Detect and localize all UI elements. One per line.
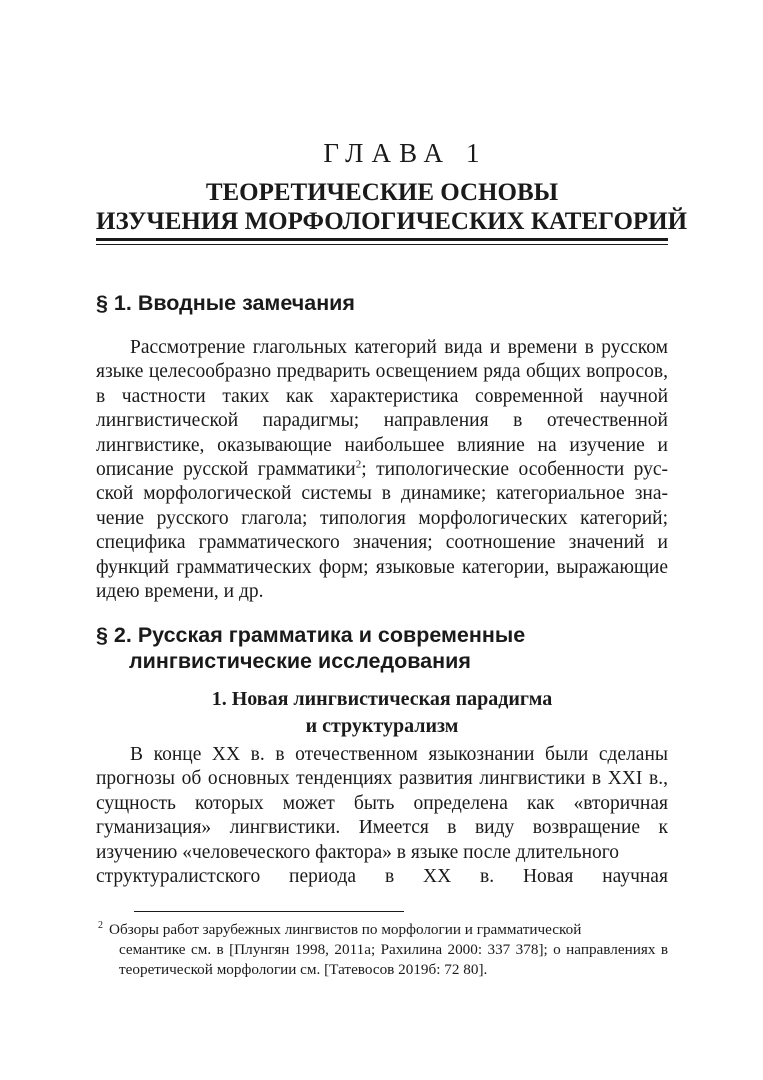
section-2-heading <box>96 622 668 674</box>
footnote-continuation: семантике см. в [Плунгян 1998, 2011a; Рахилина 2000: 337 378]; о направлениях в теоретической морфологии см. [Татевосов 2019б: 72 80]. <box>119 941 668 978</box>
chapter-title <box>96 178 688 236</box>
section-2-heading-line-1: § 2. Русская грамматика и современные <box>96 623 526 647</box>
subsection-title-line-1: 1. Новая лингвистическая парадигма <box>211 688 553 710</box>
chapter-rule-thin <box>96 244 668 245</box>
chapter-title-line-1: ТЕОРЕТИЧЕСКИЕ ОСНОВЫ <box>205 179 559 206</box>
section-1-text-b: ; типологические особенности русской морфологической системы в динамике; категориальное значение русского глагола; типология морфологических категорий; специфика грамматического значения; соотношение значений и функций грамматических форм; языковые категории, выражающие идею времени, и др. <box>96 459 668 603</box>
footnote <box>96 920 668 980</box>
footnote-line-1: Обзоры работ зарубежных лингвистов по морфологии и грамматической <box>109 921 582 938</box>
last-line-word: в. <box>480 866 495 887</box>
last-line-word: в <box>384 866 395 887</box>
section-1-text-a: Рассмотрение глагольных категорий вида и времени в русском языке целесообразно предварить освещением ряда общих вопросов, в частности таких как характеристика современной научной лингвистической парадигмы; направления в отечественной лингвистике, оказывающие наибольшее влияние на изучение и описание русской грамматики <box>96 337 668 481</box>
chapter-title-line-2: ИЗУЧЕНИЯ МОРФОЛОГИЧЕСКИХ КАТЕГОРИЙ <box>96 208 688 235</box>
footnote-number: 2 <box>98 919 103 931</box>
chapter-label: ГЛАВА 1 <box>323 138 488 168</box>
last-line-word: периода <box>289 866 357 887</box>
section-2-text: В конце ХХ в. в отечественном языкознании были сделаны прогнозы об основных тенденциях развития лингвистики в XXI в., сущность которых может быть определена как «вторичная гуманизация» лингвистики. Имеется в виду возвращение к изучению «человеческого фактора» в языке после длительного <box>96 744 668 863</box>
last-line-word: структуралистского <box>96 866 261 887</box>
section-2-heading-line-2: лингвистические исследования <box>129 649 471 673</box>
section-1-heading: § 1. Вводные замечания <box>96 291 355 315</box>
chapter-rule-thick <box>96 238 668 241</box>
section-2-last-line <box>96 865 668 889</box>
last-line-word: ХХ <box>423 866 452 887</box>
section-2-paragraph <box>96 743 668 865</box>
last-line-word: научная <box>602 866 668 887</box>
footnote-rule <box>134 911 404 912</box>
subsection-title <box>96 686 668 740</box>
subsection-title-line-2: и структурализм <box>305 715 459 737</box>
last-line-word: Новая <box>522 866 574 887</box>
section-1-paragraph <box>96 336 668 604</box>
footnote-reference: 2 <box>355 458 362 471</box>
